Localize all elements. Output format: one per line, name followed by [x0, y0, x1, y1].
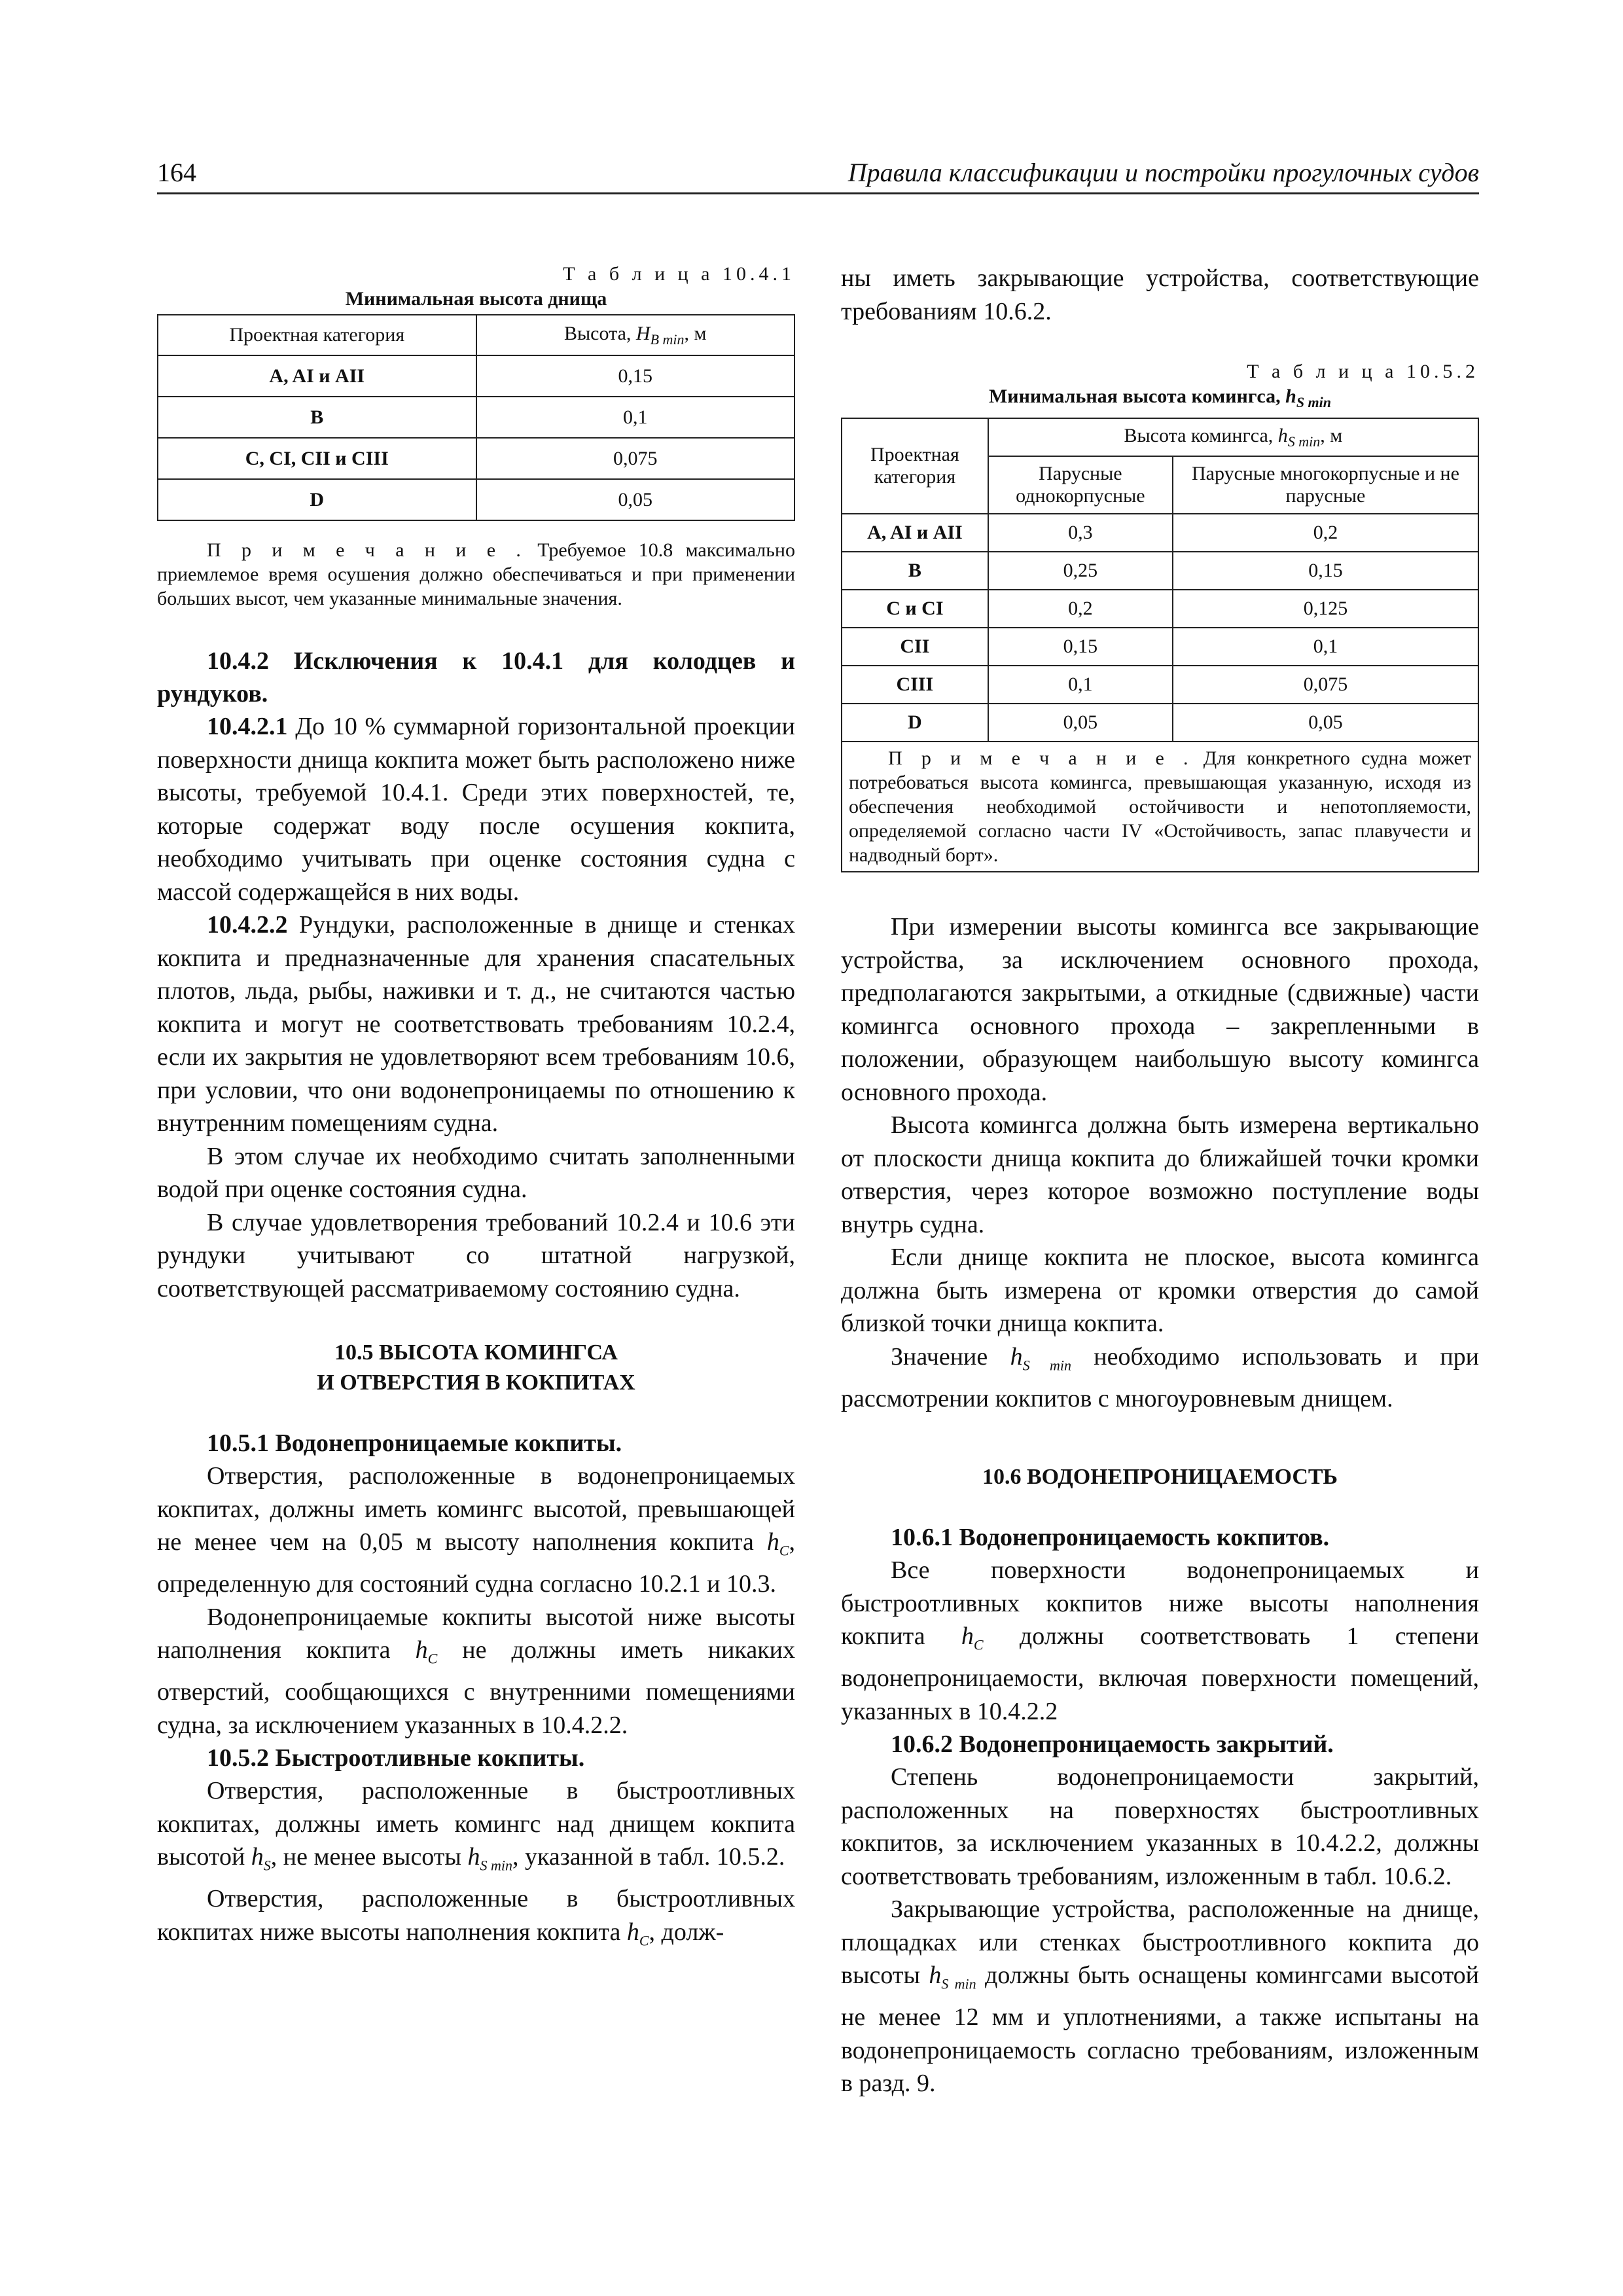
table-row: [158, 438, 794, 479]
para-10-5-2-b: Отверстия, расположенные в быстроотливных кокпитах ниже высоты наполнения кокпита $h_C$, долж-: [157, 1885, 795, 1949]
table-row: [842, 590, 1478, 628]
table-row: [842, 552, 1478, 590]
table-note-row: [842, 742, 1478, 872]
para-10-5-1-a: Отверстия, расположенные в водонепроницаемых кокпитах, должны иметь комингс высотой, превышающей не менее чем на 0,05 м высоту наполнения кокпита $h_C$, определенную для состояний судна согласно 10.2.1 и 10.3.: [157, 1462, 795, 1598]
table-cell-category: D: [158, 479, 476, 520]
para-10-4-2-1: 10.4.2.1 До 10 % суммарной горизонтальной проекции поверхности днища кокпита может быть расположено ниже высоты, требуемой 10.4.1. Среди этих поверхностей, те, которые содержат воду после осушения кокпита, необходимо учитывать при оценке состояния судна с массой содержащейся в них воды.: [157, 713, 795, 906]
table-cell-value: 0,15: [988, 628, 1173, 666]
para-case-2: В случае удовлетворения требований 10.2.4 и 10.6 эти рундуки учитывают со штатной нагрузкой, соответствующей рассматриваемому состоянию судна.: [157, 1208, 795, 1302]
left-column: [157, 262, 795, 1958]
table-cell-category: A, AI и AII: [842, 514, 988, 552]
table-10-4-1-title: Минимальная высота днища: [345, 288, 607, 310]
table-cell-category: D: [842, 704, 988, 742]
para-measure-3: Если днище кокпита не плоское, высота комингса должна быть измерена от кромки отверстия до самой близкой точки днища кокпита.: [841, 1244, 1479, 1337]
table-row: [842, 514, 1478, 552]
table-cell-value: 0,05: [476, 479, 795, 520]
para-10-5-1-b: Водонепроницаемые кокпиты высотой ниже высоты наполнения кокпита $h_C$ не должны иметь никаких отверстий, сообщающихся с внутренними помещениями судна, за исключением указанных в 10.4.2.2.: [157, 1603, 795, 1739]
section-10-5-title: 10.5 ВЫСОТА КОМИНГСА И ОТВЕРСТИЯ В КОКПИТАХ: [317, 1340, 635, 1395]
table-cell-value: 0,15: [476, 355, 795, 397]
para-measure-2: Высота комингса должна быть измерена вертикально от плоскости днища кокпита до ближайшей точки кромки отверстия, через которое возможно поступление воды внутрь судна.: [841, 1111, 1479, 1238]
table-cell-value: 0,1: [476, 397, 795, 438]
table-10-4-1-note: П р и м е ч а н и е . Требуемое 10.8 максимально приемлемое время осушения должно обеспечиваться и при применении больших высот, чем указанные минимальные значения.: [157, 539, 795, 609]
para-10-4-2-2: 10.4.2.2 Рундуки, расположенные в днище и стенках кокпита и предназначенные для хранения спасательных плотов, льда, рыбы, наживки и т. д., не считаются частью кокпита и могут не соответствовать требованиям 10.2.4, если их закрытия не удовлетворяют всем требованиям 10.6, при условии, что они водонепроницаемы по отношению к внутренним помещениям судна.: [157, 911, 795, 1137]
para-10-6-2-a: Степень водонепроницаемости закрытий, расположенных на поверхностях быстроотливных кокпитов, за исключением указанных в 10.4.2.2, должны соответствовать требованиям, изложенным в табл. 10.6.2.: [841, 1763, 1479, 1890]
table-10-5-2-caption: Т а б л и ц а 10.5.2: [1247, 361, 1479, 382]
table-cell-value: 0,075: [476, 438, 795, 479]
header-height: Высота комингса, $h_{S min}$, м: [988, 418, 1478, 456]
table-row: [158, 397, 794, 438]
table-header-row: [842, 418, 1478, 456]
header-multi: Парусные многокорпусные и не парусные: [1173, 456, 1478, 514]
running-header: [157, 152, 1479, 194]
table-cell-category: CIII: [842, 666, 988, 704]
heading-10-6-1: 10.6.1 Водонепроницаемость кокпитов.: [891, 1524, 1330, 1552]
para-10-6-2-b: Закрывающие устройства, расположенные на днище, площадках или стенках быстроотливного кокпита до высоты $h_{S min}$ должны быть оснащены комингсами высотой не менее 12 мм и уплотнениями, а также испытаны на водонепроницаемость согласно требованиям, изложенным в разд. 9.: [841, 1895, 1480, 2098]
table-10-4-1-caption: Т а б л и ц а 10.4.1: [563, 263, 795, 285]
section-10-6-title: 10.6 ВОДОНЕПРОНИЦАЕМОСТЬ: [982, 1465, 1338, 1490]
table-cell-value: 0,25: [988, 552, 1173, 590]
running-title: Правила классификации и постройки прогулочных судов: [847, 158, 1479, 187]
table-header-row: [158, 315, 794, 355]
table-cell-value: 0,1: [1173, 628, 1478, 666]
para-10-6-1: Все поверхности водонепроницаемых и быстроотливных кокпитов ниже высоты наполнения кокпита $h_C$ должны соответствовать 1 степени водонепроницаемости, включая поверхности помещений, указанных в 10.4.2.2: [841, 1556, 1479, 1725]
page-number: 164: [157, 158, 196, 187]
header-category: Проектная категория: [842, 418, 988, 514]
table-10-5-2: [841, 418, 1479, 872]
heading-10-5-2: 10.5.2 Быстроотливные кокпиты.: [207, 1744, 585, 1772]
table-cell-category: C, CI, CII и CIII: [158, 438, 476, 479]
table-cell-category: C и CI: [842, 590, 988, 628]
para-10-5-2-a: Отверстия, расположенные в быстроотливных кокпитах, должны иметь комингс над днищем кокпита высотой $h_S$, не менее высоты $h_{S min}$, указанной в табл. 10.5.2.: [157, 1777, 795, 1874]
table-row: [842, 628, 1478, 666]
table-cell-value: 0,075: [1173, 666, 1478, 704]
table-cell-value: 0,2: [988, 590, 1173, 628]
para-continuation: ны иметь закрывающие устройства, соответствующие требованиям 10.6.2.: [841, 264, 1479, 325]
table-row: [158, 355, 794, 397]
para-measure-1: При измерении высоты комингса все закрывающие устройства, за исключением основного прохода, предполагаются закрытыми, а откидные (сдвижные) части комингса основного прохода – закрепленными в положении, образующем наибольшую высоту комингса основного прохода.: [841, 913, 1479, 1106]
para-case-1: В этом случае их необходимо считать заполненными водой при оценке состояния судна.: [157, 1142, 795, 1203]
table-10-4-1: [157, 314, 795, 521]
table-cell-value: 0,2: [1173, 514, 1478, 552]
table-10-5-2-title: Минимальная высота комингса, $h_{S min}$: [988, 386, 1332, 410]
table-cell-category: A, AI и AII: [158, 355, 476, 397]
table-10-5-2-note: П р и м е ч а н и е . Для конкретного судна может потребоваться высота комингса, превышающая указанную, исходя из обеспечения необходимой остойчивости и непотопляемости, определяемой согласно части IV «Остойчивость, запас плавучести и надводный борт».: [842, 742, 1478, 872]
heading-10-4-2: 10.4.2 Исключения к 10.4.1 для колодцев и рундуков.: [157, 647, 795, 708]
right-column: [841, 262, 1479, 2100]
header-height: Высота, $H_{B min}$, м: [476, 315, 795, 355]
table-cell-value: 0,15: [1173, 552, 1478, 590]
para-value: Значение $h_{S min}$ необходимо использовать и при рассмотрении кокпитов с многоуровневым днищем.: [841, 1342, 1480, 1412]
table-cell-value: 0,05: [988, 704, 1173, 742]
table-cell-value: 0,125: [1173, 590, 1478, 628]
table-row: [842, 704, 1478, 742]
heading-10-6-2: 10.6.2 Водонепроницаемость закрытий.: [891, 1731, 1334, 1759]
table-cell-category: CII: [842, 628, 988, 666]
header-mono: Парусные однокорпусные: [988, 456, 1173, 514]
table-cell-value: 0,3: [988, 514, 1173, 552]
table-cell-category: B: [842, 552, 988, 590]
table-cell-category: B: [158, 397, 476, 438]
table-cell-value: 0,1: [988, 666, 1173, 704]
table-cell-value: 0,05: [1173, 704, 1478, 742]
table-row: [842, 666, 1478, 704]
heading-10-5-1: 10.5.1 Водонепроницаемые кокпиты.: [207, 1429, 622, 1457]
table-row: [158, 479, 794, 520]
header-category: Проектная категория: [158, 315, 476, 355]
